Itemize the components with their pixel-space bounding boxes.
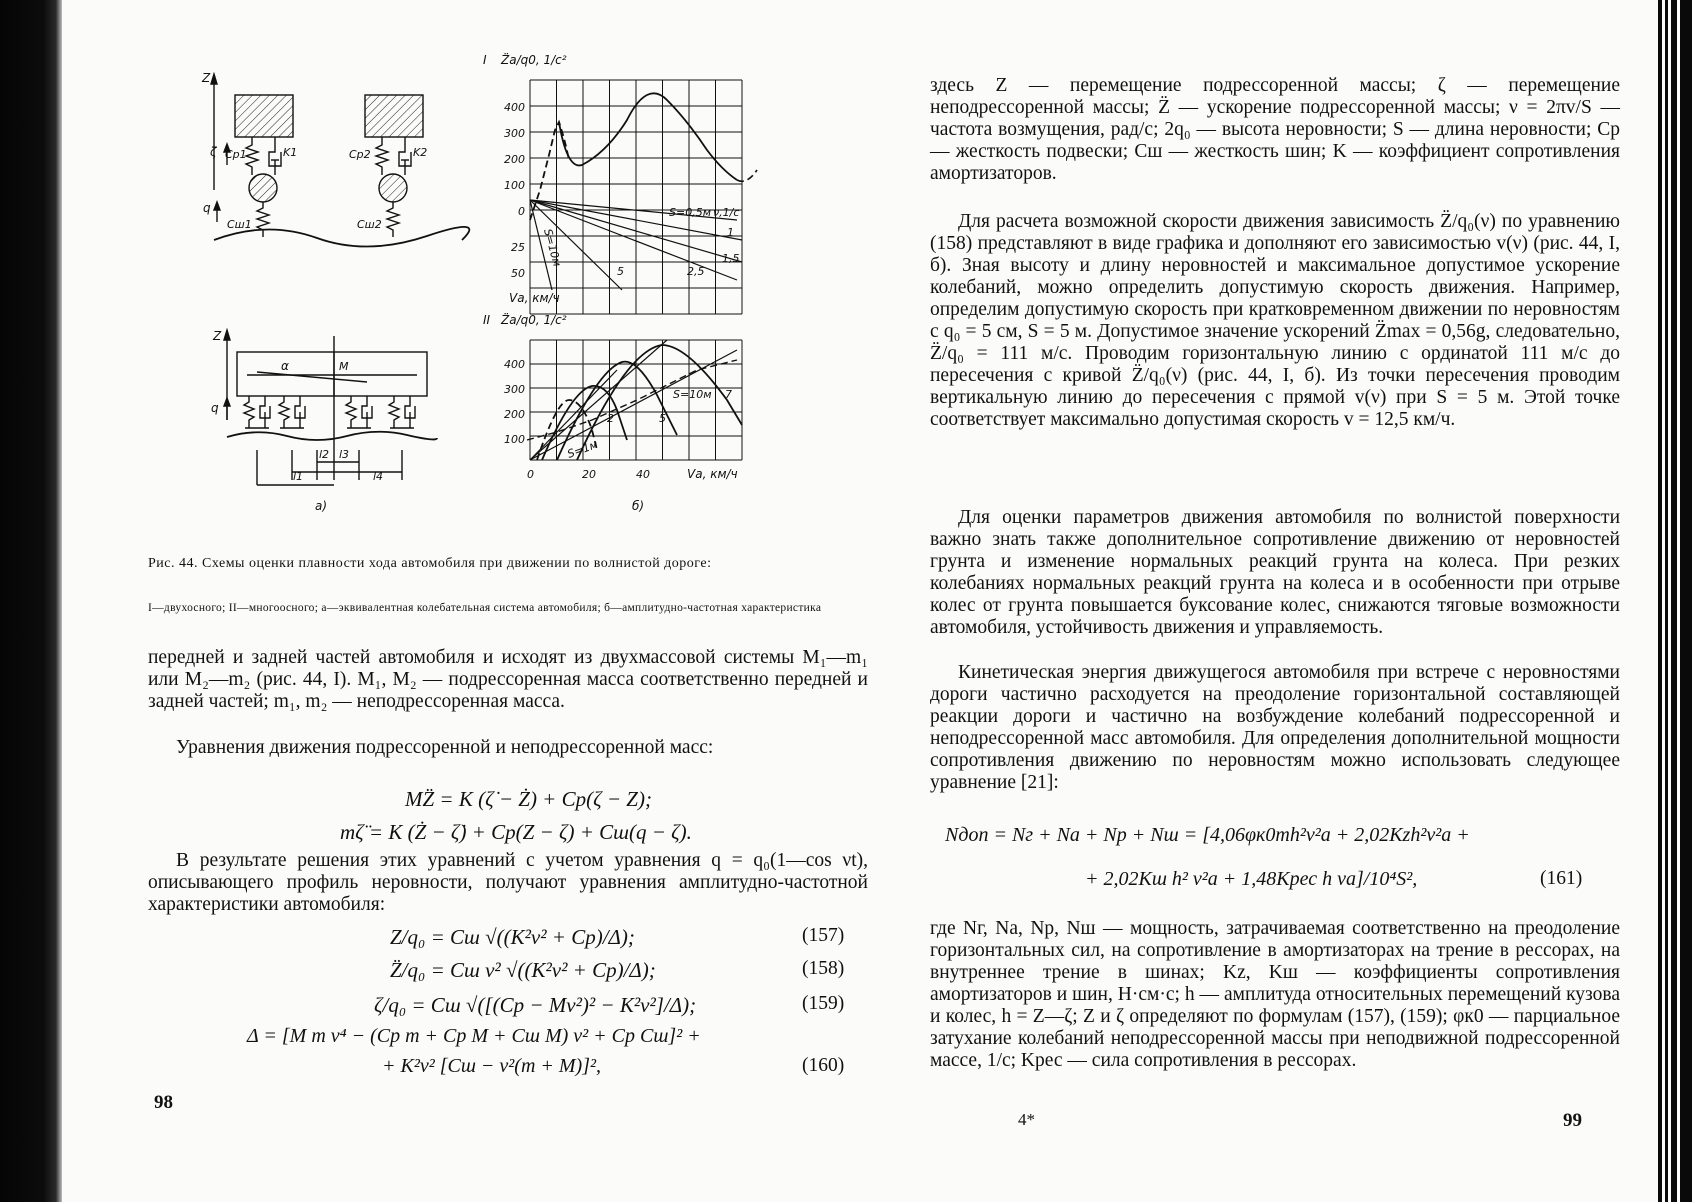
panel-II-x-title: Vа, км/ч <box>687 467 738 481</box>
panel-II-y-tick: 300 <box>504 383 525 396</box>
equation-158: Z̈/q₀ = Cш ν² √((K²ν² + Cр)/Δ); <box>390 958 656 982</box>
panel-I-y-tick: 100 <box>504 179 525 192</box>
equation-158-number: (158) <box>802 958 845 979</box>
page-number-right: 99 <box>1563 1110 1582 1131</box>
equation-157: Z/q₀ = Cш √((K²ν² + Cр)/Δ); <box>390 925 635 949</box>
paragraph-2: Уравнения движения подрессоренной и неподрессоренной масс: <box>176 737 714 758</box>
figure-caption-legend: I—двухосного; II—многоосного; а—эквивалентная колебательная система автомобиля; б—амплитудно-частотная характеристика <box>148 602 822 614</box>
panel-I-y-tick: 200 <box>504 153 525 166</box>
label-q-II: q <box>211 401 219 415</box>
axle-suspension-unit <box>279 396 305 428</box>
label-csh2: Cш2 <box>357 218 382 231</box>
equation-160-line-2: + K²ν² [Cш − ν²(m + M)]², <box>382 1055 601 1077</box>
axle-suspension-unit <box>346 396 372 428</box>
equation-motion-a: MZ̈ = K (ζ̇ − Ż) + Cр(ζ − Z); <box>405 787 652 811</box>
label-Z: Z <box>202 71 211 85</box>
panel-II-x-tick: 0 <box>527 468 534 481</box>
sub-label-a: а) <box>315 499 328 513</box>
panel-I-y-tick: 0 <box>518 205 525 218</box>
label-line-5: 5 <box>617 265 624 278</box>
right-page <box>880 0 1650 1202</box>
label-Z-II: Z <box>213 329 222 343</box>
paragraph-1: передней и задней частей автомобиля и исходят из двухмассовой системы M₁—m₁ или M₂—m₂ (рис. 44, I). M₁, M₂ — подрессоренная масса соответственно передней и задней частей; m₁, m₂ — неподрессоренная масса. <box>148 647 868 712</box>
label-cp2: Cр2 <box>349 148 371 161</box>
panel-I-label: I <box>483 53 487 67</box>
sub-label-b: б) <box>632 499 645 513</box>
label-II-7: 7 <box>725 388 732 401</box>
equation-159: ζ/q₀ = Cш √([(Cр − Mν²)² − K²ν²]/Δ); <box>374 993 697 1017</box>
label-S-10m: S=10м <box>541 227 564 268</box>
label-II-2: 2 <box>607 412 614 425</box>
label-k2: K2 <box>413 146 428 159</box>
label-line-1-5: 1,5 <box>722 252 740 265</box>
signature-mark: 4* <box>1018 1110 1035 1129</box>
panel-II-y-tick: 400 <box>504 358 525 371</box>
paragraph-3: В результате решения этих уравнений с учетом уравнения q = q₀(1—cos νt), описывающего профиль неровности, получают уравнения амплитудно-частотной характеристики автомобиля: <box>148 850 868 915</box>
panel-I-ticks <box>504 101 525 280</box>
figure-44-drawing <box>197 40 837 550</box>
panel-I-y-lower-tick: 50 <box>511 267 525 280</box>
panel-II-label: II <box>483 313 491 327</box>
label-k1: K1 <box>283 146 298 159</box>
panel-I-y-title: Z̈а/q0, 1/c² <box>501 53 567 67</box>
label-l1: l1 <box>293 470 304 483</box>
panel-I-response-curve-tail <box>737 170 757 181</box>
panel-II-x-tick: 20 <box>582 468 596 481</box>
left-page <box>62 0 868 1202</box>
paragraph-r2: Для расчета возможной скорости движения зависимость Z̈/q₀(ν) по уравнению (158) представляют в виде графика и дополняют его зависимостью v(ν) (рис. 44, I, б). Зная высоту и длину неровностей и максимальное допустимое ускорение колебаний, можно определить допустимую скорость движения. Например, определим допустимую скорость при кратковременном движении по неровностям с q₀ = 5 см, S = 5 м. Допустимое значение ускорений Z̈max = 0,56g, следовательно, Z̈/q₀ = 111 м/с. Проводим горизонтальную линию с ординатой 111 м/с до пересечения с кривой Z̈/q₀(ν) (рис. 44, I, б). Из точки пересечения проводим вертикальную линию до пересечения с прямой v(ν) при S = 5 м. Этой точке соответствует максимально допустимая скорость v = 12,5 км/ч. <box>930 211 1620 430</box>
equation-159-number: (159) <box>802 993 845 1014</box>
figure-caption: Рис. 44. Схемы оценки плавности хода автомобиля при движении по волнистой дороге: <box>148 556 712 571</box>
panel-I-x-title: Vа, км/ч <box>509 291 560 305</box>
equation-motion-b: mζ̈ = K (Ż − ζ̇) + Cр(Z − ζ) + Cш(q − ζ). <box>340 820 692 844</box>
equation-161-number: (161) <box>1540 868 1583 889</box>
label-II-5: 5 <box>659 412 666 425</box>
label-zeta: ζ <box>210 145 217 159</box>
equation-161-line-2: + 2,02Kш h² v²а + 1,48Kрес h vа]/10⁴S², <box>1085 868 1418 890</box>
label-line-2-5: 2,5 <box>687 265 705 278</box>
panel-I-grid <box>530 80 742 314</box>
label-II-S-10m: S=10м <box>673 388 712 401</box>
scan-dark-edge-right <box>1650 0 1692 1202</box>
label-l3: l3 <box>339 448 350 461</box>
label-csh1: Cш1 <box>227 218 252 231</box>
paragraph-r3: Для оценки параметров движения автомобиля по волнистой поверхности важно знать также дополнительное сопротивление движению от неровностей грунта и изменение нормальных реакций грунта на колеса. При резких колебаниях нормальных реакций грунта на колеса и в особенности при отрыве колес от грунта повышается буксование колес, снижаются тяговые возможности автомобиля, устойчивость движения и управляемость. <box>930 507 1620 638</box>
paragraph-r5: где Nг, Nа, Nр, Nш — мощность, затрачиваемая соответственно на преодоление горизонтальных сил, на сопротивление в амортизаторах на трение в рессорах, на внутреннее трение в шинах; Kz, Kш — коэффициенты сопротивления амортизаторов и шин, Н·см·с; h — амплитуда относительных перемещений кузова и колес, h = Z—ζ; Z и ζ определяют по формулам (157), (159); φк0 — парциальное затухание колебаний неподрессоренной массы при неподвижной подрессоренной массе, 1/с; Kрес — сила сопротивления в рессорах. <box>930 918 1620 1071</box>
figure-44 <box>197 40 837 550</box>
label-alpha: α <box>281 359 289 373</box>
label-l4: l4 <box>373 470 384 483</box>
panel-II-x-tick: 40 <box>636 468 650 481</box>
panel-II-y-tick: 100 <box>504 433 525 446</box>
label-cp1: Cр1 <box>225 148 247 161</box>
paragraph-r4: Кинетическая энергия движущегося автомобиля при встрече с неровностями дороги частично расходуется на преодоление горизонтальной составляющей реакции дороги и частично на возбуждение колебаний подрессоренной и неподрессоренной масс автомобиля. Для определения дополнительной мощности сопротивления движению по неровностям можно использовать следующее уравнение [21]: <box>930 662 1620 793</box>
label-line-1: 1 <box>727 226 734 239</box>
equation-160-line-1: Δ = [M m ν⁴ − (Cр m + Cр M + Cш M) ν² + Cр Cш]² + <box>247 1025 701 1047</box>
panel-II-y-title: Z̈а/q0, 1/c² <box>501 313 567 327</box>
scheme-multi-axle <box>224 330 437 485</box>
label-l2: l2 <box>319 448 330 461</box>
equation-161-line-1: Nдоп = Nг + Nа + Nр + Nш = [4,06φк0mh²v²а + 2,02Kzh²v²а + <box>945 824 1470 846</box>
scan-dark-edge-left <box>0 0 62 1202</box>
label-II-S-1m: S=1м <box>565 437 600 461</box>
panel-I-y-tick: 300 <box>504 127 525 140</box>
axle-suspension-unit <box>389 396 415 428</box>
panel-II-y-tick: 200 <box>504 408 525 421</box>
page-number-left: 98 <box>154 1092 173 1113</box>
label-S-0-5m: S=0,5м <box>669 206 711 219</box>
panel-I-y-lower-tick: 25 <box>511 241 525 254</box>
label-q: q <box>203 201 211 215</box>
label-nu: ν,1/c <box>713 206 740 219</box>
paragraph-r1: здесь Z — перемещение подрессоренной массы; ζ — перемещение неподрессоренной массы; Z̈ — ускорение подрессоренной массы; ν = 2πv/S — частота возмущения, рад/с; 2q₀ — высота неровности; S — длина неровности; Cр — жесткость подвески; Cш — жесткость шин; K — коэффициент сопротивления амортизаторов. <box>930 75 1620 184</box>
panel-I-y-tick: 400 <box>504 101 525 114</box>
equation-160-number: (160) <box>802 1055 845 1076</box>
axle-suspension-unit <box>244 396 270 428</box>
equation-157-number: (157) <box>802 925 845 946</box>
label-M: M <box>339 360 349 373</box>
